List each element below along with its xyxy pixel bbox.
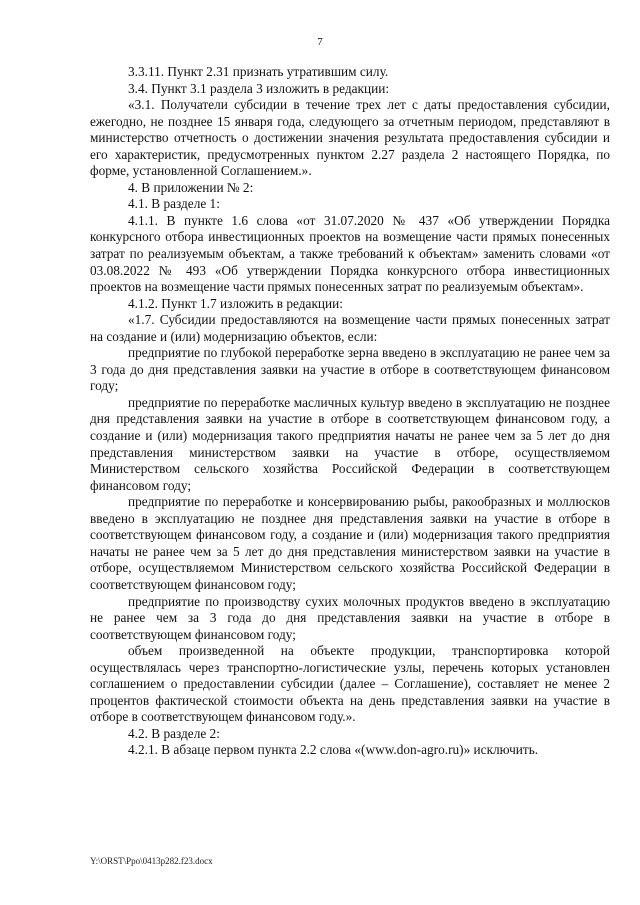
- paragraph-3-4: 3.4. Пункт 3.1 раздела 3 изложить в редакции:: [128, 80, 390, 96]
- paragraph-4: 4. В приложении № 2:: [128, 179, 254, 195]
- paragraph-4-1-2: 4.1.2. Пункт 1.7 изложить в редакции:: [128, 295, 343, 311]
- footer-file-path: Y:\ORST\Ppo\0413p282.f23.docx: [90, 856, 213, 866]
- paragraph-fish: предприятие по переработке и консервированию рыбы, ракообразных и моллюсков введено в эксплуатацию не позднее дня представления заявки на участие в отборе в соответствующем финансовом году, а создание и (или) модернизация такого предприятия начаты не ранее чем за 5 лет до дня представления министерством заявки на участие в отборе, осуществляемом Министерством сельского хозяйства Российской Федерации в соответствующем финансовом году;: [90, 494, 610, 592]
- paragraph-dairy: предприятие по производству сухих молочных продуктов введено в эксплуатацию не ранее чем за 3 года до дня представления заявки на участие в отборе в соответствующем финансовом году;: [90, 593, 610, 642]
- paragraph-3-1-text: «3.1. Получатели субсидии в течение трех лет с даты предоставления субсидии, ежегодно, не позднее 15 января года, следующего за отчетным периодом, представляют в министерство отчетность о достижении значения результата предоставления субсидии и его характеристик, предусмотренных пунктом 2.27 раздела 2 настоящего Порядка, по форме, установленной Соглашением.».: [90, 97, 610, 179]
- paragraph-volume: объем произведенной на объекте продукции, транспортировка которой осуществлялась через транспортно-логистические узлы, перечень которых установлен соглашением о предоставлении субсидии (далее – Соглашение), составляет не менее 2 процентов фактической стоимости объекта на день представления заявки на участие в отборе в соответствующем финансовом году.».: [90, 643, 610, 725]
- paragraph-4-2-1: 4.2.1. В абзаце первом пункта 2.2 слова «(www.don-agro.ru)» исключить.: [128, 742, 539, 758]
- paragraph-grain: предприятие по глубокой переработке зерна введено в эксплуатацию не ранее чем за 3 года до дня представления заявки на участие в отборе в соответствующем финансовом году;: [90, 345, 610, 394]
- document-body: [90, 64, 610, 759]
- paragraph-4-2: 4.2. В разделе 2:: [128, 725, 220, 741]
- paragraph-4-1: 4.1. В разделе 1:: [128, 196, 220, 212]
- paragraph-4-1-1: 4.1.1. В пункте 1.6 слова «от 31.07.2020 № 437 «Об утверждении Порядка конкурсного отбора инвестиционных проектов на возмещение части прямых понесенных затрат по реализуемым объектам, а также требований к объектам» заменить словами «от 03.08.2022 № 493 «Об утверждении Порядка конкурсного отбора инвестиционных проектов на возмещение части прямых понесенных затрат по реализуемым объектам».: [90, 212, 610, 295]
- paragraph-oilseed: предприятие по переработке масличных культур введено в эксплуатацию не позднее дня представления заявки на участие в отборе в соответствующем финансовом году, а создание и (или) модернизация такого предприятия начаты не ранее чем за 5 лет до дня представления министерством заявки на участие в отборе, осуществляемом Министерством сельского хозяйства Российской Федерации в соответствующем финансовом году;: [90, 394, 610, 493]
- paragraph-1-7: «1.7. Субсидии предоставляются на возмещение части прямых понесенных затрат на создание и (или) модернизацию объектов, если:: [90, 312, 610, 344]
- paragraph-3-3-11: 3.3.11. Пункт 2.31 признать утратившим силу.: [128, 64, 389, 79]
- page-number: 7: [317, 36, 323, 48]
